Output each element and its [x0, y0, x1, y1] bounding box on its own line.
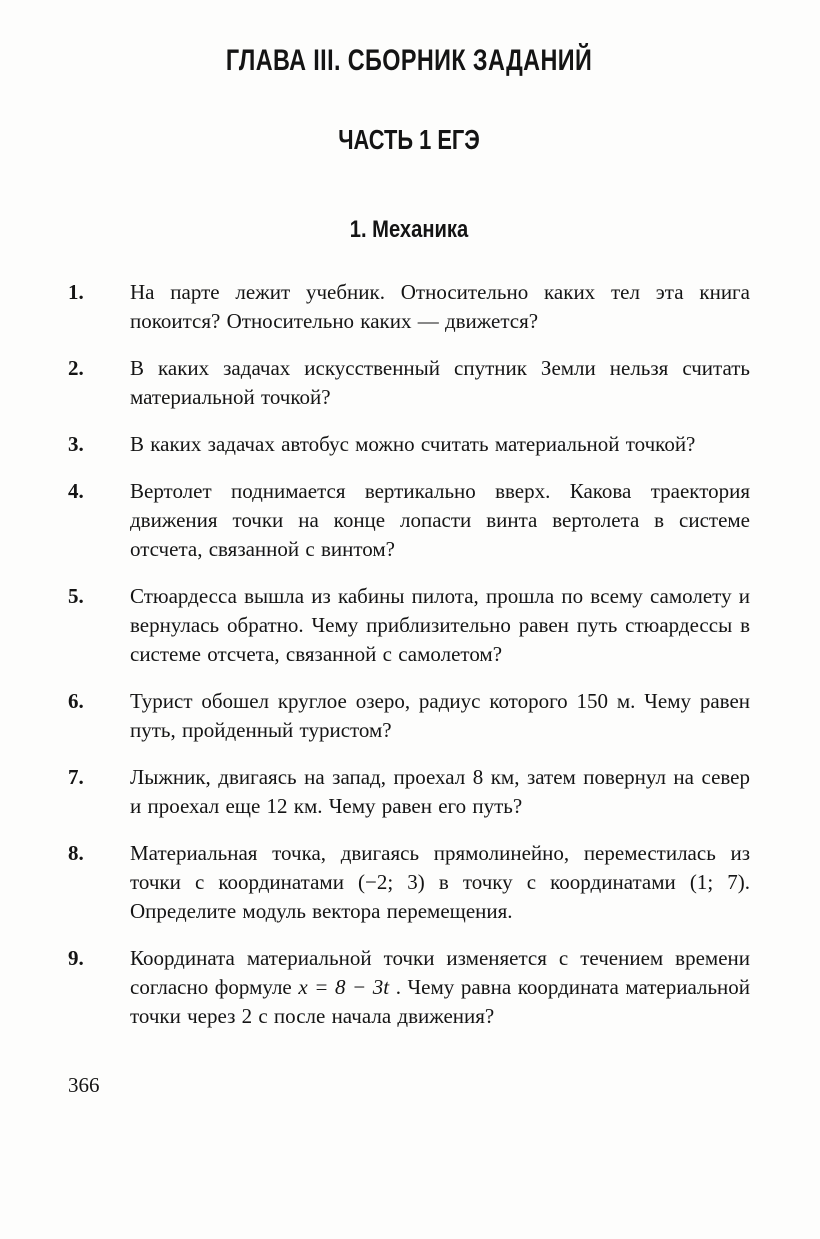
problem-item-5 — [68, 582, 750, 669]
problem-text: В каких задачах автобус можно считать материальной точкой? — [130, 432, 696, 456]
page-number: 366 — [68, 1073, 100, 1097]
problem-text: Лыжник, двигаясь на запад, проехал 8 км, затем повернул на север и проехал еще 12 км. Чему равен его путь? — [130, 765, 750, 818]
problem-item-4 — [68, 477, 750, 564]
problem-item-3 — [68, 430, 750, 459]
problem-item-2 — [68, 354, 750, 412]
problem-text — [130, 944, 750, 1031]
problem-number: 5. — [68, 584, 84, 608]
problem-number: 9. — [68, 946, 84, 970]
part-title: ЧАСТЬ 1 ЕГЭ — [338, 124, 480, 155]
problem-number: 7. — [68, 765, 84, 789]
problem-text: Турист обошел круглое озеро, радиус которого 150 м. Чему равен путь, пройденный туристом? — [130, 689, 750, 742]
problem-number: 3. — [68, 432, 84, 456]
problem-text-after-formula: . Чему равна координата материальной точки через 2 с после начала движения? — [130, 975, 751, 1028]
problem-text: На парте лежит учебник. Относительно каких тел эта книга покоится? Относительно каких — движется? — [130, 280, 750, 333]
problem-item-9 — [68, 944, 750, 1031]
problem-number: 8. — [68, 841, 84, 865]
problem-number: 6. — [68, 689, 84, 713]
problem-text: Материальная точка, двигаясь прямолинейно, переместилась из точки с координатами (−2; 3) в точку с координатами (1; 7). Определите модуль вектора перемещения. — [130, 841, 750, 923]
problem-number: 2. — [68, 356, 84, 380]
problem-text: Стюардесса вышла из кабины пилота, прошла по всему самолету и вернулась обратно. Чему приблизительно равен путь стюардессы в системе отсчета, связанной с самолетом? — [130, 584, 750, 666]
problem-list — [68, 278, 750, 1031]
problem-item-1 — [68, 278, 750, 336]
problem-number: 1. — [68, 280, 84, 304]
problem-item-8 — [68, 839, 750, 926]
chapter-title: ГЛАВА III. СБОРНИК ЗАДАНИЙ — [225, 44, 593, 77]
problem-text-before-formula: Координата материальной точки изменяется с течением времени согласно формуле — [130, 946, 750, 999]
problem-text: В каких задачах искусственный спутник Земли нельзя считать материальной точкой? — [130, 356, 750, 409]
problem-item-7 — [68, 763, 750, 821]
problem-item-6 — [68, 687, 750, 745]
section-title: 1. Механика — [349, 216, 469, 243]
problem-number: 4. — [68, 479, 84, 503]
problem-text: Вертолет поднимается вертикально вверх. Какова траектория движения точки на конце лопасти винта вертолета в системе отсчета, связанной с винтом? — [130, 479, 750, 561]
motion-formula: x = 8 − 3t — [298, 975, 390, 999]
